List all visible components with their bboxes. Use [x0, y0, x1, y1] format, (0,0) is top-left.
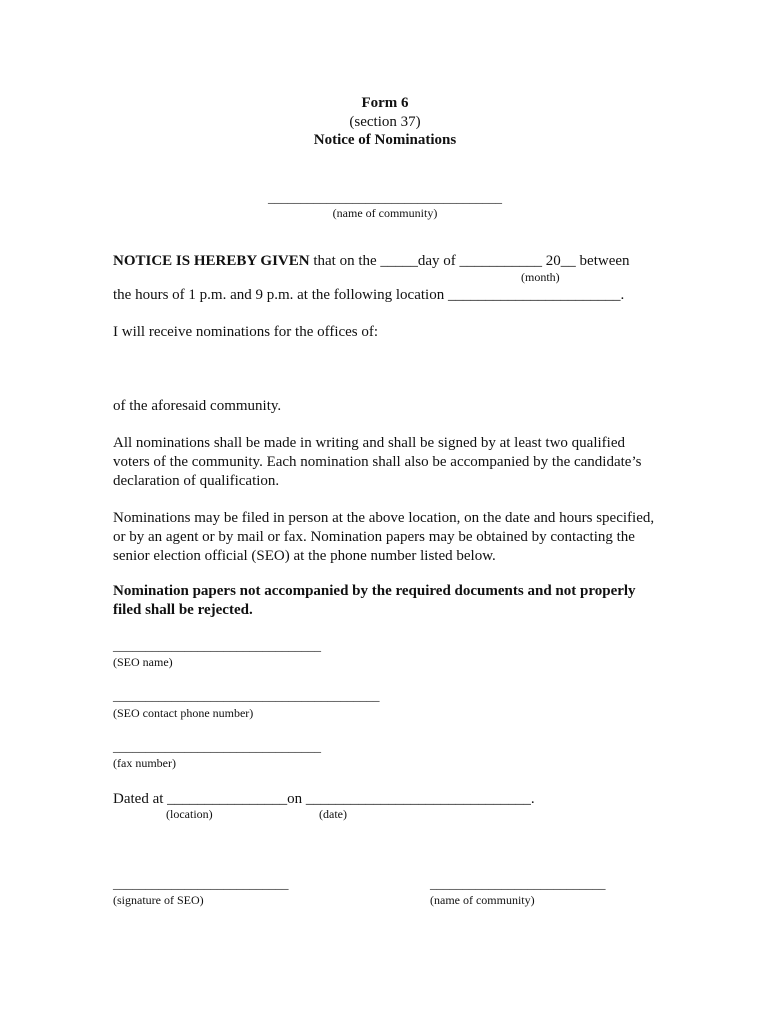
seo-signature-blank[interactable]: ___________________________	[113, 876, 289, 891]
form-title: Notice of Nominations	[313, 132, 457, 148]
paragraph-filing: Nominations may be filed in person at the above location, on the date and hours specified, or by an agent or by mail or fax. Nomination papers may be obtained by contacting the senior election official (SEO) at the phone number listed below.	[113, 510, 655, 564]
fax-caption: (fax number)	[113, 756, 176, 770]
notice-line-2[interactable]: the hours of 1 p.m. and 9 p.m. at the following location _______________________.	[113, 287, 625, 303]
offices-line: I will receive nominations for the offices of:	[113, 324, 379, 340]
date-caption: (date)	[319, 807, 347, 821]
community-signature-blank[interactable]: ___________________________	[430, 876, 606, 891]
form-section: (section 37)	[349, 114, 421, 130]
notice-date-fields[interactable]: that on the _____day of ___________ 20__ between	[309, 253, 630, 269]
fax-blank[interactable]: ________________________________	[113, 739, 321, 754]
community-name-caption: (name of community)	[332, 206, 438, 220]
month-caption: (month)	[521, 270, 560, 284]
seo-name-blank[interactable]: ________________________________	[113, 638, 321, 653]
seo-signature-caption: (signature of SEO)	[113, 893, 204, 907]
community-name-blank[interactable]: ____________________________________	[268, 190, 502, 205]
form-number: Form 6	[361, 95, 409, 111]
notice-line-1	[113, 252, 630, 271]
location-caption: (location)	[166, 807, 213, 821]
rejection-warning: Nomination papers not accompanied by the required documents and not properly filed shall be rejected.	[113, 583, 636, 618]
dated-line[interactable]: Dated at ________________on ______________________________.	[113, 791, 535, 807]
seo-name-caption: (SEO name)	[113, 655, 173, 669]
seo-phone-caption: (SEO contact phone number)	[113, 706, 254, 720]
seo-phone-blank[interactable]: _________________________________________	[113, 688, 380, 703]
community-signature-caption: (name of community)	[430, 893, 535, 907]
aforesaid-line: of the aforesaid community.	[113, 398, 282, 414]
notice-lead: NOTICE IS HEREBY GIVEN	[113, 253, 310, 269]
paragraph-writing: All nominations shall be made in writing and shall be signed by at least two qualified voters of the community. Each nomination shall also be accompanied by the candidate’s declaration of qualification.	[113, 435, 642, 489]
